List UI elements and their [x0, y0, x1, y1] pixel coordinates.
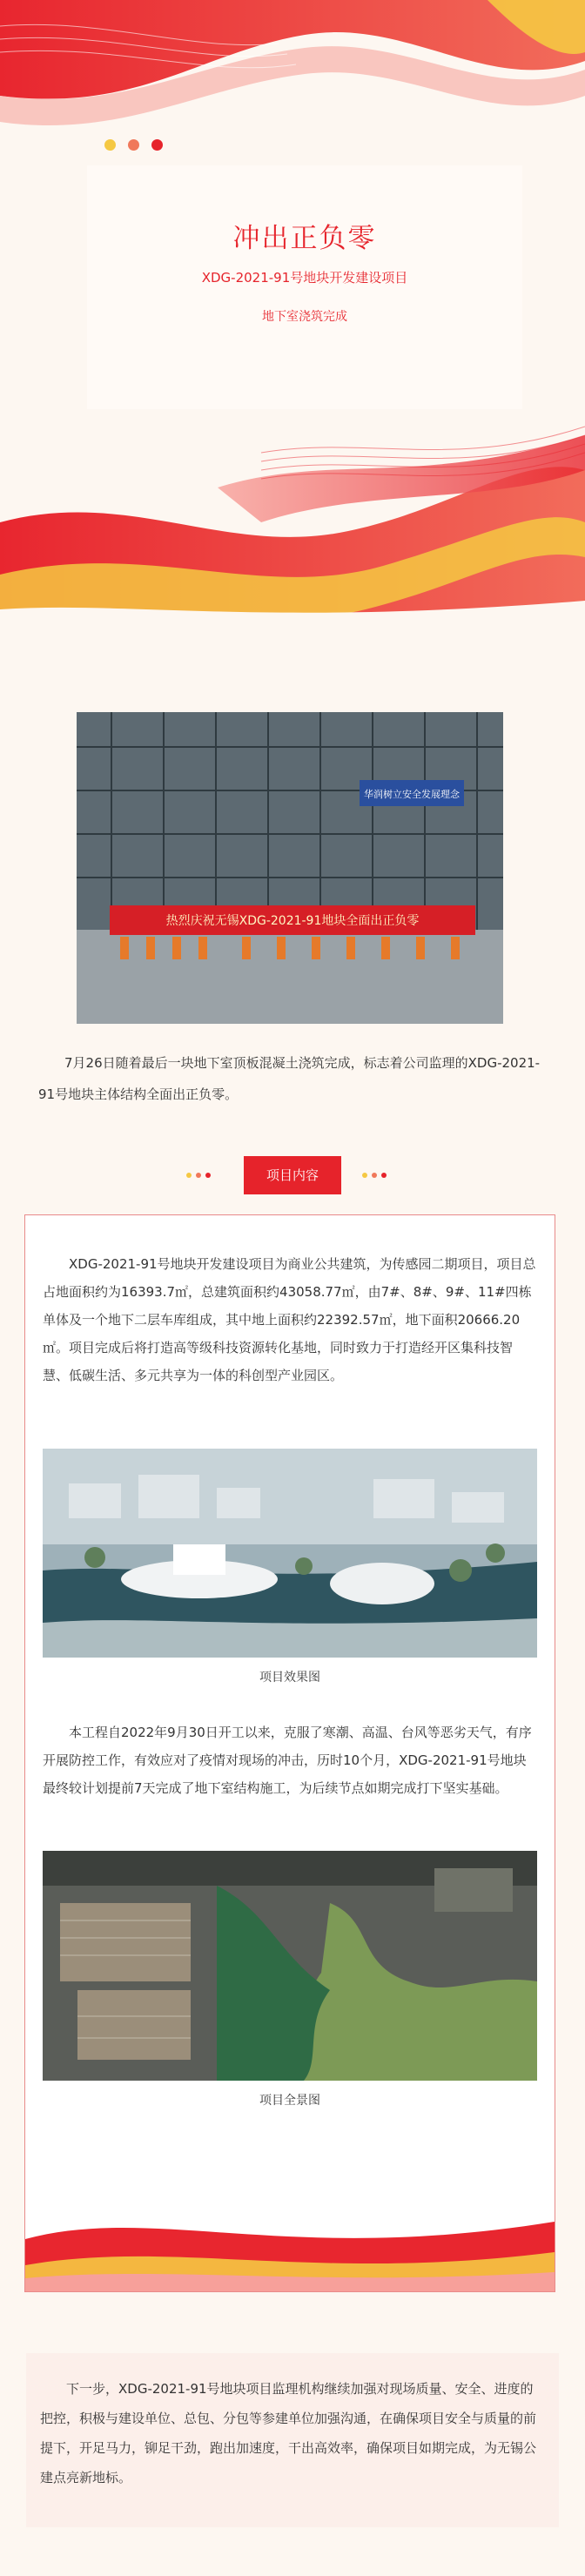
rendering-caption: 项目效果图	[259, 1671, 320, 1685]
closing-section	[26, 2353, 559, 2527]
hero-header	[0, 0, 585, 636]
celebration-banner: 热烈庆祝无锡XDG-2021-91地块全面出正负零	[165, 914, 420, 928]
yellow-dot	[104, 139, 116, 151]
project-overview: XDG-2021-91号地块开发建设项目为商业公共建筑，为传感园二期项目，项目总占地面积约为16393.7㎡，总建筑面积约43058.77㎡，由7#、8#、9#、11#四栋单体及一个地下二层车库组成，其中地上面积约22392.57㎡，地下面积20666.20㎡。项目完成后将打造高等级科技资源转化基地，同时致力于打造经开区集科技智慧、低碳生活、多元共享为一体的科创型产业园区。	[43, 1256, 536, 1383]
section-header	[0, 1156, 585, 1196]
construction-progress: 本工程自2022年9月30日开工以来，克服了寒潮、高温、台风等恶劣天气，有序开展防控工作，有效应对了疫情对现场的冲击，历时10个月，XDG-2021-91号地块最终较计划提前7天完成了地下室结构施工，为后续节点如期完成打下坚实基础。	[43, 1725, 532, 1796]
site-photo	[77, 712, 503, 1024]
rendering-image	[43, 1449, 537, 1658]
title-card	[87, 165, 522, 409]
left-dots	[186, 1173, 211, 1178]
wall-sign: 华润树立安全发展理念	[364, 789, 460, 800]
coral-dot	[128, 139, 139, 151]
intro-text: 7月26日随着最后一块地下室顶板混凝土浇筑完成，标志着公司监理的XDG-2021-91号地块主体结构全面出正负零。	[38, 1055, 541, 1102]
panorama-image	[43, 1851, 537, 2081]
project-subtitle: XDG-2021-91号地块开发建设项目	[201, 270, 408, 286]
panorama-caption: 项目全景图	[259, 2094, 320, 2108]
closing-text: 下一步，XDG-2021-91号地块项目监理机构继续加强对现场质量、安全、进度的把控，积极与建设单位、总包、分包等参建单位加强沟通，在确保项目安全与质量的前提下，开足马力，铆足干劲，跑出加速度，干出高效率，确保项目如期完成，为无锡公建点亮新地标。	[40, 2381, 537, 2485]
red-dot	[151, 139, 163, 151]
page-title: 冲出正负零	[232, 223, 377, 254]
bottom-wave-decoration	[25, 2169, 555, 2291]
right-dots	[362, 1173, 387, 1178]
milestone-subtitle: 地下室浇筑完成	[262, 310, 347, 324]
decorative-dots	[104, 139, 163, 151]
content-box	[24, 1214, 555, 2292]
section-tag: 项目内容	[244, 1156, 341, 1194]
